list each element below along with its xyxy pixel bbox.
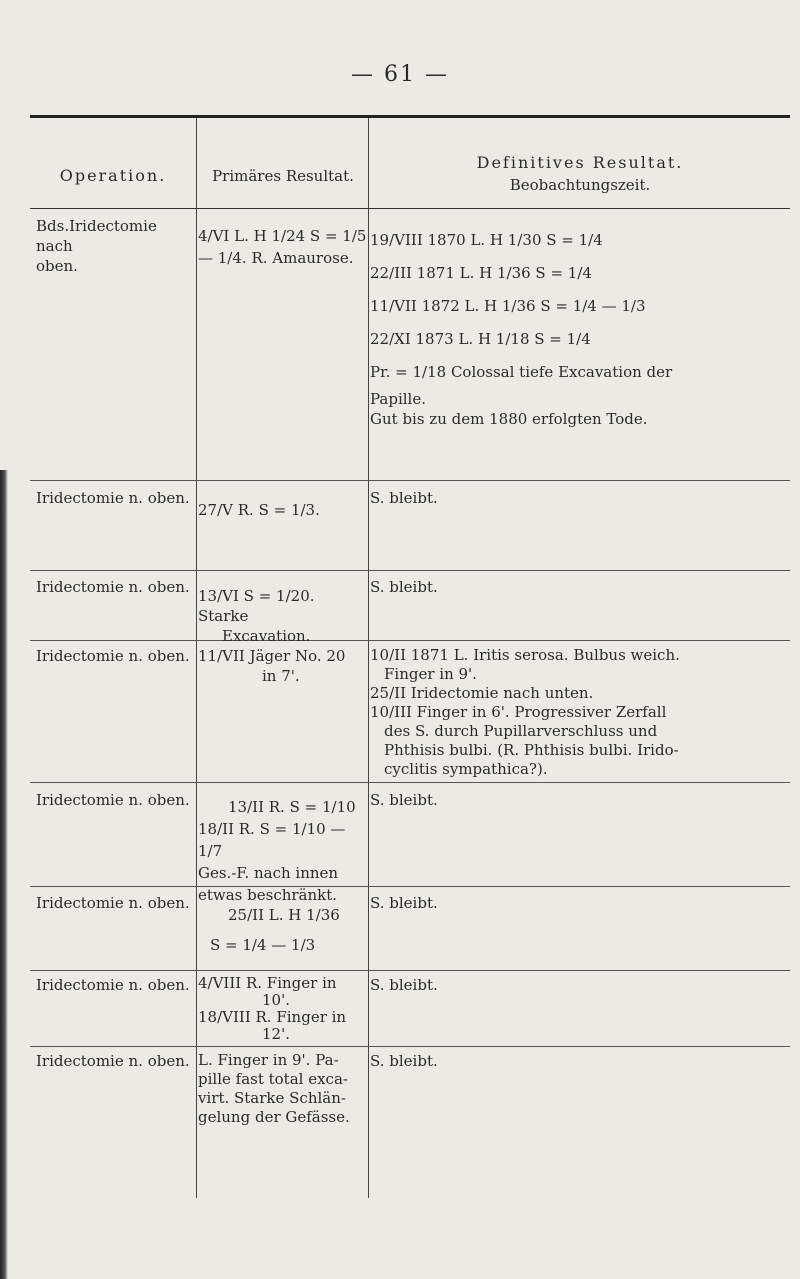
column-divider-1 xyxy=(196,118,197,1198)
row-1-operation-line: Bds.Iridectomie nach xyxy=(36,217,157,255)
row-1-definitive-line: Gut bis zu dem 1880 erfolgten Tode. xyxy=(370,410,648,428)
row-1-definitive-line: Papille. xyxy=(370,390,427,408)
row-8-primary-line: L. Finger in 9'. Pa- xyxy=(198,1051,339,1069)
row-1-definitive-line: 11/VII 1872 L. H 1/36 S = 1/4 — 1/3 xyxy=(370,297,646,315)
row-divider xyxy=(30,570,790,571)
row-4-definitive-line: Phthisis bulbi. (R. Phthisis bulbi. Irido- xyxy=(384,741,679,759)
row-5-operation-line: Iridectomie n. oben. xyxy=(36,791,190,809)
row-4-primary-line: 11/VII Jäger No. 20 xyxy=(198,647,346,665)
row-1-primary-line: 4/VI L. H 1/24 S = 1/5 xyxy=(198,227,367,245)
header-primary-label: Primäres Resultat. xyxy=(212,167,354,185)
row-4-definitive-line: 25/II Iridectomie nach unten. xyxy=(370,684,594,702)
row-3-definitive-line: S. bleibt. xyxy=(370,578,438,596)
row-5-primary-line: Ges.-F. nach innen xyxy=(198,864,339,882)
row-6-operation-line: Iridectomie n. oben. xyxy=(36,894,190,912)
row-7-definitive xyxy=(370,975,790,995)
row-2-primary xyxy=(198,500,368,520)
row-4-operation-line: Iridectomie n. oben. xyxy=(36,647,190,665)
scan-edge-shadow xyxy=(0,470,8,1279)
row-7-primary-line: 12'. xyxy=(262,1025,290,1043)
header-operation-label: Operation. xyxy=(59,166,167,185)
row-1-primary-line: — 1/4. R. Amaurose. xyxy=(198,249,354,267)
row-1-operation-line: oben. xyxy=(36,257,78,275)
row-5-primary-line: 18/II R. S = 1/10 — 1/7 xyxy=(198,820,346,860)
row-6-primary xyxy=(198,900,368,960)
row-3-primary-line: 13/VI S = 1/20. Starke xyxy=(198,587,315,625)
row-3-definitive xyxy=(370,577,790,597)
row-2-definitive-line: S. bleibt. xyxy=(370,489,438,507)
row-8-definitive xyxy=(370,1051,790,1071)
row-4-definitive-line: cyclitis sympathica?). xyxy=(384,760,548,778)
row-7-operation xyxy=(36,975,196,995)
row-7-operation-line: Iridectomie n. oben. xyxy=(36,976,190,994)
row-1-operation xyxy=(36,216,196,276)
page-number: — 61 — xyxy=(351,62,449,87)
row-8-primary-line: virt. Starke Schlän- xyxy=(198,1089,346,1107)
row-8-primary-line: pille fast total exca- xyxy=(198,1070,348,1088)
row-4-primary xyxy=(198,646,368,686)
row-4-operation xyxy=(36,646,196,666)
row-3-primary xyxy=(198,586,368,646)
row-1-definitive xyxy=(370,224,790,429)
header-definitive xyxy=(370,152,790,196)
row-5-definitive-line: S. bleibt. xyxy=(370,791,438,809)
row-4-definitive xyxy=(370,646,790,779)
row-5-definitive xyxy=(370,790,790,810)
row-6-definitive-line: S. bleibt. xyxy=(370,894,438,912)
header-primary xyxy=(198,165,368,187)
row-8-primary-line: gelung der Gefässe. xyxy=(198,1108,350,1126)
row-1-definitive-line: 19/VIII 1870 L. H 1/30 S = 1/4 xyxy=(370,231,603,249)
row-2-operation-line: Iridectomie n. oben. xyxy=(36,489,190,507)
row-5-primary-line: 13/II R. S = 1/10 xyxy=(228,798,356,816)
row-divider xyxy=(30,640,790,641)
row-5-operation xyxy=(36,790,196,810)
row-5-primary-line: etwas beschränkt. xyxy=(198,886,338,904)
row-1-definitive-line: 22/III 1871 L. H 1/36 S = 1/4 xyxy=(370,264,592,282)
row-6-operation xyxy=(36,893,196,913)
row-7-primary-line: 10'. xyxy=(262,991,290,1009)
header-operation xyxy=(30,165,196,187)
row-divider xyxy=(30,1046,790,1047)
row-1-definitive-line: 22/XI 1873 L. H 1/18 S = 1/4 xyxy=(370,330,591,348)
row-4-definitive-line: 10/II 1871 L. Iritis serosa. Bulbus weich. xyxy=(370,646,680,664)
row-2-primary-line: 27/V R. S = 1/3. xyxy=(198,501,320,519)
row-divider xyxy=(30,970,790,971)
row-3-primary-line: Excavation. xyxy=(222,627,311,645)
row-divider xyxy=(30,782,790,783)
column-divider-2 xyxy=(368,118,369,1198)
row-7-primary xyxy=(198,975,368,1043)
header-definitive-sublabel: Beobachtungszeit. xyxy=(509,176,651,194)
row-3-operation xyxy=(36,577,196,597)
row-8-definitive-line: S. bleibt. xyxy=(370,1052,438,1070)
row-divider xyxy=(30,886,790,887)
row-1-definitive-line: Pr. = 1/18 Colossal tiefe Excavation der xyxy=(370,363,673,381)
row-1-primary xyxy=(198,225,368,269)
row-8-primary xyxy=(198,1051,368,1127)
row-8-operation-line: Iridectomie n. oben. xyxy=(36,1052,190,1070)
row-4-primary-line: in 7'. xyxy=(262,667,300,685)
row-6-definitive xyxy=(370,893,790,913)
row-3-operation-line: Iridectomie n. oben. xyxy=(36,578,190,596)
row-divider xyxy=(30,480,790,481)
row-4-definitive-line: Finger in 9'. xyxy=(384,665,477,683)
header-definitive-label: Definitives Resultat. xyxy=(476,153,684,172)
row-5-primary xyxy=(198,796,368,906)
row-2-operation xyxy=(36,488,196,508)
row-7-definitive-line: S. bleibt. xyxy=(370,976,438,994)
row-6-primary-line: S = 1/4 — 1/3 xyxy=(210,936,316,954)
header-rule xyxy=(30,208,790,209)
row-7-primary-line: 18/VIII R. Finger in xyxy=(198,1008,347,1026)
row-7-primary-line: 4/VIII R. Finger in xyxy=(198,974,337,992)
row-6-primary-line: 25/II L. H 1/36 xyxy=(228,906,340,924)
row-4-definitive-line: 10/III Finger in 6'. Progressiver Zerfall xyxy=(370,703,667,721)
row-2-definitive xyxy=(370,488,790,508)
row-4-definitive-line: des S. durch Pupillarverschluss und xyxy=(384,722,658,740)
row-8-operation xyxy=(36,1051,196,1071)
top-rule xyxy=(30,115,790,118)
